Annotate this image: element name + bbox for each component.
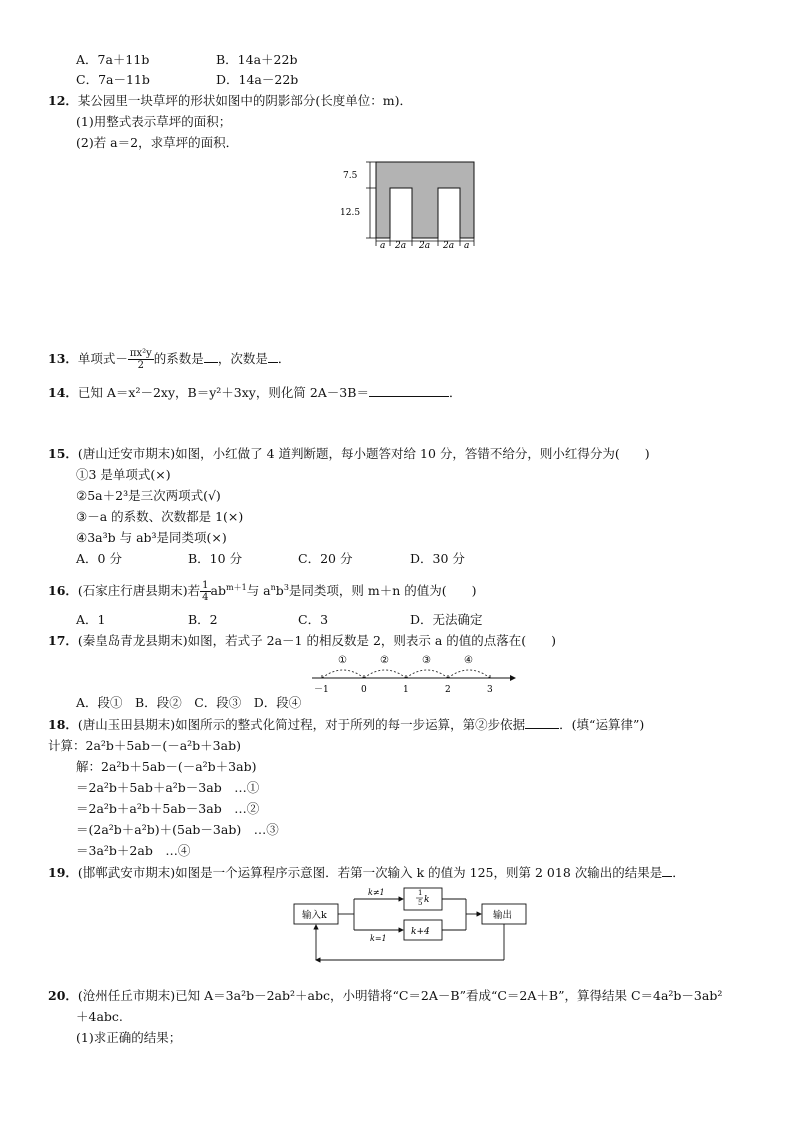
q15-item-4: ④3a³b 与 ab³是同类项(×) xyxy=(76,530,227,545)
q15-option-d: D．30 分 xyxy=(410,551,465,566)
op1-den: 5 xyxy=(418,899,423,907)
q15-item-1: ①3 是单项式(×) xyxy=(76,467,171,482)
q16-pre: (石家庄行唐县期末)若 xyxy=(77,583,201,598)
q18-step-3: ＝(2a²b＋a²b)＋(5ab－3ab) …③ xyxy=(76,822,279,837)
cond-not-one: k≠1 xyxy=(368,888,385,897)
q15-item-2: ②5a＋2³是三次两项式(√) xyxy=(76,488,221,503)
tick-neg1: －1 xyxy=(314,685,329,695)
output-label: 输出 xyxy=(493,910,513,921)
q20-text: (沧州任丘市期末)已知 A＝3a²b－2ab²＋abc，小明错将“C＝2A－B”看成“C＝2A＋B”，算得结果 C＝4a²b－3ab² xyxy=(77,988,723,1003)
input-label: 输入k xyxy=(302,910,327,921)
q18-step-4: ＝3a²b＋2ab …④ xyxy=(76,843,191,858)
tick-3: 3 xyxy=(487,685,493,695)
q14-end: ． xyxy=(448,385,462,400)
q11-option-b: B．14a＋22b xyxy=(216,52,298,67)
q20-line-2: ＋4abc. xyxy=(76,1009,123,1024)
q12-text: 某公园里一块草坪的形状如图中的阴影部分(长度单位：m)． xyxy=(77,93,413,108)
q15-number: 15． xyxy=(48,446,78,461)
q13-end: ． xyxy=(277,351,291,366)
q13-frac-den: 2 xyxy=(137,360,145,371)
q14-number: 14． xyxy=(48,385,78,400)
q16-frac-den: 4 xyxy=(202,592,209,603)
q12-stem xyxy=(48,93,412,109)
q19-stem xyxy=(48,864,685,881)
q16-sup3: 3 xyxy=(283,582,289,592)
q19-text: (邯郸武安市期末)如图是一个运算程序示意图．若第一次输入 k 的值为 125，则第 2 018 次输出的结果是 xyxy=(77,865,663,880)
seg-4: ④ xyxy=(464,655,473,666)
op1-num: 1 xyxy=(418,889,423,897)
q12-part2: (2)若 a＝2，求草坪的面积． xyxy=(76,135,239,150)
q13-mid: ，次数是 xyxy=(217,351,268,366)
q13-blank-2 xyxy=(268,350,278,363)
dim-2a-3: 2a xyxy=(443,241,455,248)
q13-frac-num: πx²y xyxy=(129,348,152,359)
op2-label: k+4 xyxy=(411,927,430,937)
dim-2a-2: 2a xyxy=(419,241,431,248)
q16-term2: 与 a xyxy=(246,583,271,598)
seg-2: ② xyxy=(380,655,389,666)
q18-calc: 计算：2a²b＋5ab－(－a²b＋3ab) xyxy=(48,738,241,753)
dim-a-1: a xyxy=(380,241,386,248)
q20-number: 20． xyxy=(48,988,78,1003)
q17-options: A．段① B．段② C．段③ D．段④ xyxy=(76,695,302,710)
lawn-shape xyxy=(376,162,474,238)
cond-one: k=1 xyxy=(370,934,387,943)
dim-height-bottom: 12.5 xyxy=(340,208,361,218)
q13-fraction xyxy=(128,348,154,371)
q11-option-c: C．7a－11b xyxy=(76,72,150,87)
q18-number: 18． xyxy=(48,717,78,732)
q17-number-line xyxy=(310,650,516,696)
tick-1: 1 xyxy=(403,685,409,695)
q16-option-c: C．3 xyxy=(298,612,329,627)
q15-option-c: C．20 分 xyxy=(298,551,353,566)
q15-stem xyxy=(48,446,650,462)
q18-step-2: ＝2a²b＋a²b＋5ab－3ab …② xyxy=(76,801,260,816)
q14-line xyxy=(48,384,461,401)
q16-frac-num: 1 xyxy=(202,580,209,591)
q12-number: 12． xyxy=(48,93,78,108)
q16-number: 16． xyxy=(48,583,78,598)
q12-part1: (1)用整式表示草坪的面积； xyxy=(76,114,232,129)
q18-step-1: ＝2a²b＋5ab＋a²b－3ab …① xyxy=(76,780,260,795)
q13-post: 的系数是 xyxy=(153,351,204,366)
q19-number: 19． xyxy=(48,865,78,880)
q16-option-b: B．2 xyxy=(188,612,218,627)
q13-number: 13． xyxy=(48,351,78,366)
q13-blank-1 xyxy=(204,350,218,363)
q11-option-d: D．14a－22b xyxy=(216,72,299,87)
q15-option-b: B．10 分 xyxy=(188,551,243,566)
q16-stem xyxy=(48,578,477,604)
q18-step-0: 解：2a²b＋5ab－(－a²b＋3ab) xyxy=(76,759,257,774)
q20-part1: (1)求正确的结果； xyxy=(76,1030,182,1045)
q18-text-end: ．(填“运算律”) xyxy=(559,717,645,732)
q19-blank xyxy=(662,864,672,877)
q18-text: (唐山玉田县期末)如图所示的整式化简过程，对于所列的每一步运算，第②步依据 xyxy=(77,717,526,732)
q15-option-a: A．0 分 xyxy=(76,551,122,566)
q14-text: 已知 A＝x²－2xy，B＝y²＋3xy，则化简 2A－3B＝ xyxy=(77,385,369,400)
q18-blank xyxy=(525,716,559,729)
q17-stem xyxy=(48,633,556,649)
op1-var: k xyxy=(424,895,430,905)
q15-text: (唐山迁安市期末)如图，小红做了 4 道判断题，每小题答对给 10 分，答错不给分，则小红得分为( ) xyxy=(77,446,650,461)
q16-fraction xyxy=(200,580,210,603)
tick-0: 0 xyxy=(361,685,367,695)
q16-sup1: m＋1 xyxy=(226,582,247,592)
q19-end: ． xyxy=(672,865,685,880)
q17-number: 17． xyxy=(48,633,78,648)
q17-text: (秦皇岛青龙县期末)如图，若式子 2a－1 的相反数是 2，则表示 a 的值的点落在( ) xyxy=(77,633,557,648)
q18-stem xyxy=(48,716,644,733)
q14-blank xyxy=(369,384,449,397)
q16-option-a: A．1 xyxy=(76,612,106,627)
q11-option-a: A．7a＋11b xyxy=(76,52,150,67)
dim-2a-1: 2a xyxy=(395,241,407,248)
q20-line-1 xyxy=(48,988,722,1004)
op1-box xyxy=(404,888,442,910)
q16-term1: ab xyxy=(210,583,227,598)
q16-post: 是同类项，则 m＋n 的值为( ) xyxy=(288,583,477,598)
dim-a-2: a xyxy=(464,241,470,248)
q16-term3: b xyxy=(275,583,284,598)
tick-2: 2 xyxy=(445,685,451,695)
seg-1: ① xyxy=(338,655,347,666)
q13-line xyxy=(48,346,290,372)
q12-figure xyxy=(340,158,480,248)
seg-3: ③ xyxy=(422,655,431,666)
q15-item-3: ③－a 的系数、次数都是 1(×) xyxy=(76,509,244,524)
dim-height-top: 7.5 xyxy=(343,171,358,181)
q16-option-d: D．无法确定 xyxy=(410,612,483,627)
q19-flowchart xyxy=(290,882,530,966)
q16-sup2: n xyxy=(270,582,276,592)
q13-pre: 单项式－ xyxy=(77,351,128,366)
